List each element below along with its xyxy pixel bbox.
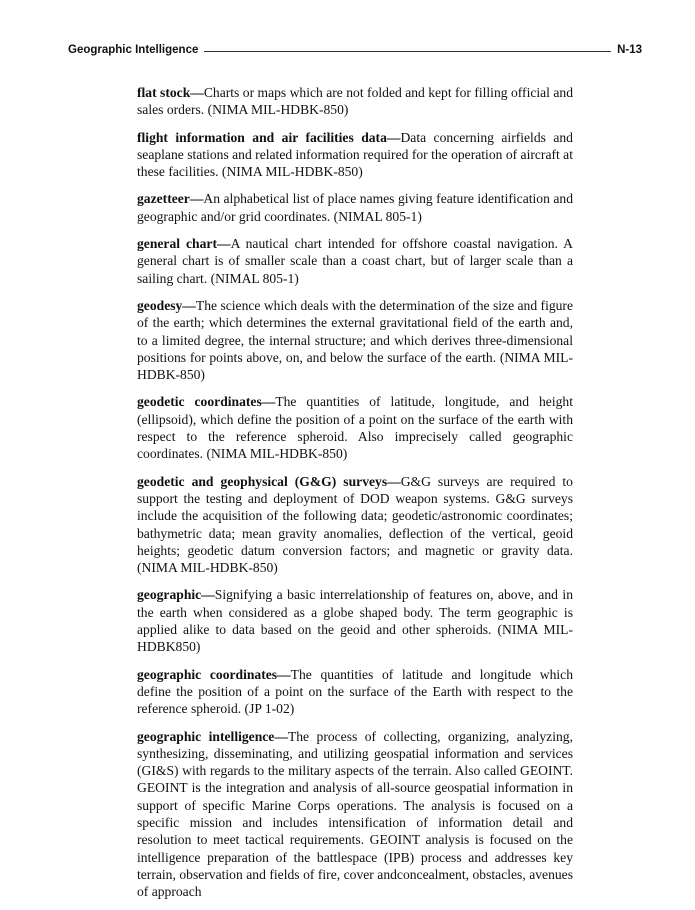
glossary-entry <box>137 393 573 462</box>
entry-definition: A nautical chart intended for offshore coastal navigation. A general chart is of smaller scale than a coast chart, but of larger scale than a sailing chart. (NIMAL 805-1) <box>137 236 573 286</box>
glossary-entry <box>137 190 573 225</box>
glossary-entry <box>137 235 573 287</box>
glossary-entry <box>137 586 573 655</box>
entry-term: gazetteer— <box>137 191 204 207</box>
header-title: Geographic Intelligence <box>68 44 199 56</box>
entry-definition: The quantities of latitude, longitude, and height (ellipsoid), which define the position of a point on the surface of the earth with respect to the reference spheroid. Also imprecisely called geographic coordinates. (NIMA MIL-HDBK-850) <box>137 394 573 462</box>
page-number: N-13 <box>617 44 642 56</box>
entry-term: geographic intelligence— <box>137 728 288 744</box>
entry-definition: The quantities of latitude and longitude which define the position of a point on the surface of the Earth with respect to the reference spheroid. (JP 1-02) <box>137 666 574 717</box>
glossary-entry <box>137 728 573 901</box>
entry-term: flat stock— <box>137 85 204 100</box>
entry-definition: Data concerning airfields and seaplane stations and related information required for the operation of aircraft at these facilities. (NIMA MIL-HDBK-850) <box>137 129 573 180</box>
entry-term: flight information and air facilities data— <box>137 129 401 145</box>
entry-definition: Charts or maps which are not folded and kept for filling official and sales orders. (NIMA MIL-HDBK-850) <box>137 85 574 118</box>
glossary-entry <box>137 129 573 181</box>
glossary-entry <box>137 84 573 119</box>
entry-definition: The science which deals with the determination of the size and figure of the earth; which determines the external gravitational field of the earth and, to a limited degree, the internal structure; and which derives three-dimensional positions for points above, on, and below the surface of the earth. (NIMA MIL-HDBK-850) <box>137 297 573 383</box>
entry-definition: An alphabetical list of place names giving feature identification and geographic and/or grid coordinates. (NIMAL 805-1) <box>137 191 573 224</box>
entry-term: geodesy— <box>137 297 196 313</box>
entry-definition: Signifying a basic interrelationship of features on, above, and in the earth when considered as a globe shaped body. The term geographic is applied alike to data based on the geoid and other spheroids. (NIMA MIL-HDBK850) <box>137 587 573 655</box>
entry-term: geodetic coordinates— <box>137 394 276 410</box>
entry-definition: The process of collecting, organizing, analyzing, synthesizing, disseminating, and utilizing geospatial information and services (GI&S) with regards to the military aspects of the terrain. Also called GEOINT. GEOINT is the integration and analysis of all-source geospatial information in support of specific Marine Corps operations. The analysis is focused on a specific mission and includes intensification of information detail and resolution to meet tactical requirements. GEOINT analysis is focused on the intelligence preparation of the battlespace (IPB) process and addresses key terrain, observation and fields of fire, cover andconcealment, obstacles, avenues of approach <box>137 728 573 900</box>
running-header <box>68 41 642 59</box>
glossary-entry <box>137 473 573 577</box>
glossary-body <box>137 84 573 910</box>
entry-term: geographic coordinates— <box>137 666 291 682</box>
entry-term: general chart— <box>137 236 231 252</box>
header-rule <box>204 51 611 52</box>
glossary-entry <box>137 297 573 383</box>
entry-term: geographic— <box>137 587 215 603</box>
entry-term: geodetic and geophysical (G&G) surveys— <box>137 473 401 489</box>
entry-definition: G&G surveys are required to support the testing and deployment of DOD weapon systems. G&G surveys include the acquisition of the following data; geodetic/astronomic coordinates; bathymetric data; mean gravity anomalies, deflection of the vertical, geoid heights; geodetic datum conversion factors; and magnetic or gravity data. (NIMA MIL-HDBK-850) <box>137 473 573 576</box>
glossary-entry <box>137 666 573 718</box>
